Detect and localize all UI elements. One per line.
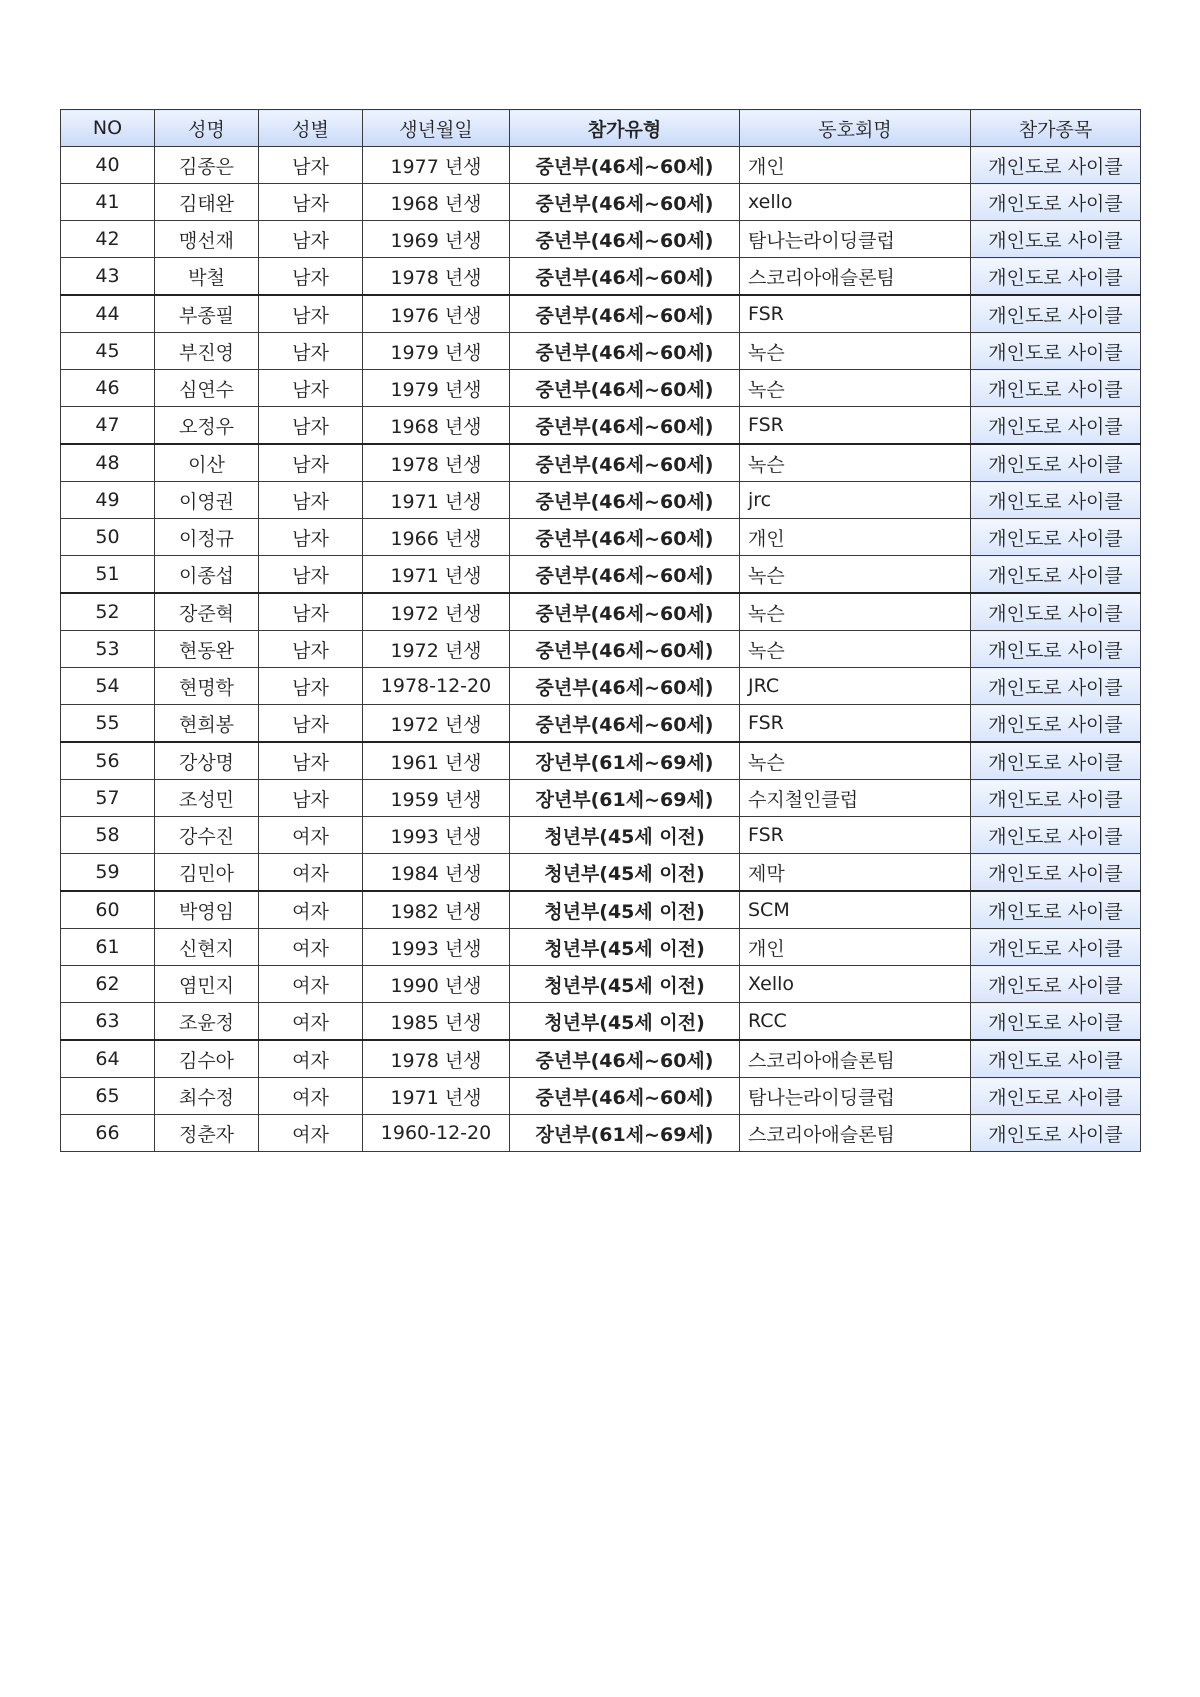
cell-category: 청년부(45세 이전) bbox=[510, 929, 740, 966]
cell-club: FSR bbox=[740, 295, 971, 333]
cell-club: 스코리아애슬론팀 bbox=[740, 1040, 971, 1078]
cell-name: 이종섭 bbox=[155, 556, 259, 594]
cell-category: 장년부(61세~69세) bbox=[510, 780, 740, 817]
cell-category: 장년부(61세~69세) bbox=[510, 742, 740, 780]
cell-category: 중년부(46세~60세) bbox=[510, 333, 740, 370]
table-row bbox=[61, 1078, 1141, 1115]
cell-event: 개인도로 사이클 bbox=[971, 891, 1141, 929]
cell-event: 개인도로 사이클 bbox=[971, 929, 1141, 966]
table-row bbox=[61, 295, 1141, 333]
cell-club: 탐나는라이딩클럽 bbox=[740, 221, 971, 258]
cell-name: 이산 bbox=[155, 444, 259, 482]
cell-club: 수지철인클럽 bbox=[740, 780, 971, 817]
cell-name: 박영임 bbox=[155, 891, 259, 929]
cell-gender: 남자 bbox=[259, 482, 363, 519]
cell-gender: 남자 bbox=[259, 556, 363, 594]
cell-event: 개인도로 사이클 bbox=[971, 370, 1141, 407]
cell-birth: 1979 년생 bbox=[363, 333, 510, 370]
cell-no: 55 bbox=[61, 705, 155, 743]
table-row bbox=[61, 1115, 1141, 1152]
cell-club: 녹슨 bbox=[740, 742, 971, 780]
cell-name: 현희봉 bbox=[155, 705, 259, 743]
cell-event: 개인도로 사이클 bbox=[971, 258, 1141, 296]
cell-no: 42 bbox=[61, 221, 155, 258]
cell-name: 심연수 bbox=[155, 370, 259, 407]
cell-category: 중년부(46세~60세) bbox=[510, 147, 740, 184]
cell-club: FSR bbox=[740, 705, 971, 743]
header-club: 동호회명 bbox=[740, 110, 971, 147]
table-row bbox=[61, 817, 1141, 854]
cell-category: 청년부(45세 이전) bbox=[510, 854, 740, 892]
table-row bbox=[61, 221, 1141, 258]
cell-gender: 남자 bbox=[259, 333, 363, 370]
cell-no: 40 bbox=[61, 147, 155, 184]
cell-event: 개인도로 사이클 bbox=[971, 444, 1141, 482]
table-row bbox=[61, 705, 1141, 743]
cell-gender: 여자 bbox=[259, 854, 363, 892]
cell-event: 개인도로 사이클 bbox=[971, 519, 1141, 556]
cell-no: 56 bbox=[61, 742, 155, 780]
cell-gender: 여자 bbox=[259, 929, 363, 966]
cell-category: 청년부(45세 이전) bbox=[510, 891, 740, 929]
cell-gender: 남자 bbox=[259, 370, 363, 407]
table-row bbox=[61, 593, 1141, 631]
cell-event: 개인도로 사이클 bbox=[971, 1078, 1141, 1115]
cell-gender: 남자 bbox=[259, 780, 363, 817]
cell-no: 44 bbox=[61, 295, 155, 333]
table-body bbox=[61, 147, 1141, 1152]
cell-club: JRC bbox=[740, 668, 971, 705]
table-row bbox=[61, 631, 1141, 668]
cell-event: 개인도로 사이클 bbox=[971, 407, 1141, 445]
cell-birth: 1971 년생 bbox=[363, 1078, 510, 1115]
cell-name: 강수진 bbox=[155, 817, 259, 854]
cell-name: 부종필 bbox=[155, 295, 259, 333]
cell-birth: 1960-12-20 bbox=[363, 1115, 510, 1152]
table-row bbox=[61, 519, 1141, 556]
cell-name: 정춘자 bbox=[155, 1115, 259, 1152]
cell-event: 개인도로 사이클 bbox=[971, 817, 1141, 854]
cell-club: 개인 bbox=[740, 147, 971, 184]
cell-birth: 1971 년생 bbox=[363, 556, 510, 594]
cell-gender: 남자 bbox=[259, 519, 363, 556]
cell-club: jrc bbox=[740, 482, 971, 519]
cell-name: 이정규 bbox=[155, 519, 259, 556]
cell-birth: 1969 년생 bbox=[363, 221, 510, 258]
cell-no: 49 bbox=[61, 482, 155, 519]
cell-club: 제막 bbox=[740, 854, 971, 892]
cell-event: 개인도로 사이클 bbox=[971, 221, 1141, 258]
cell-no: 57 bbox=[61, 780, 155, 817]
header-name: 성명 bbox=[155, 110, 259, 147]
cell-no: 63 bbox=[61, 1003, 155, 1041]
cell-gender: 남자 bbox=[259, 668, 363, 705]
cell-event: 개인도로 사이클 bbox=[971, 1003, 1141, 1041]
cell-gender: 여자 bbox=[259, 1078, 363, 1115]
table-row bbox=[61, 1003, 1141, 1041]
cell-gender: 여자 bbox=[259, 1115, 363, 1152]
table-row bbox=[61, 444, 1141, 482]
cell-name: 최수정 bbox=[155, 1078, 259, 1115]
cell-event: 개인도로 사이클 bbox=[971, 780, 1141, 817]
table-row bbox=[61, 966, 1141, 1003]
cell-club: 녹슨 bbox=[740, 370, 971, 407]
header-row bbox=[61, 110, 1141, 147]
cell-club: FSR bbox=[740, 407, 971, 445]
header-category: 참가유형 bbox=[510, 110, 740, 147]
cell-no: 64 bbox=[61, 1040, 155, 1078]
cell-birth: 1971 년생 bbox=[363, 482, 510, 519]
cell-category: 중년부(46세~60세) bbox=[510, 1078, 740, 1115]
cell-category: 중년부(46세~60세) bbox=[510, 295, 740, 333]
cell-event: 개인도로 사이클 bbox=[971, 593, 1141, 631]
cell-club: 녹슨 bbox=[740, 593, 971, 631]
cell-no: 58 bbox=[61, 817, 155, 854]
table-row bbox=[61, 482, 1141, 519]
table-row bbox=[61, 407, 1141, 445]
header-gender: 성별 bbox=[259, 110, 363, 147]
cell-gender: 남자 bbox=[259, 593, 363, 631]
cell-category: 중년부(46세~60세) bbox=[510, 184, 740, 221]
cell-name: 현동완 bbox=[155, 631, 259, 668]
table-row bbox=[61, 258, 1141, 296]
cell-name: 조성민 bbox=[155, 780, 259, 817]
cell-birth: 1961 년생 bbox=[363, 742, 510, 780]
cell-category: 중년부(46세~60세) bbox=[510, 482, 740, 519]
cell-birth: 1993 년생 bbox=[363, 929, 510, 966]
cell-name: 박철 bbox=[155, 258, 259, 296]
cell-club: 개인 bbox=[740, 519, 971, 556]
cell-no: 43 bbox=[61, 258, 155, 296]
table-row bbox=[61, 1040, 1141, 1078]
cell-gender: 여자 bbox=[259, 1040, 363, 1078]
cell-club: 탐나는라이딩클럽 bbox=[740, 1078, 971, 1115]
cell-birth: 1976 년생 bbox=[363, 295, 510, 333]
cell-gender: 여자 bbox=[259, 966, 363, 1003]
cell-no: 45 bbox=[61, 333, 155, 370]
table-row bbox=[61, 854, 1141, 892]
header-birth: 생년월일 bbox=[363, 110, 510, 147]
header-no: NO bbox=[61, 110, 155, 147]
cell-category: 중년부(46세~60세) bbox=[510, 1040, 740, 1078]
table-row bbox=[61, 668, 1141, 705]
cell-event: 개인도로 사이클 bbox=[971, 147, 1141, 184]
cell-event: 개인도로 사이클 bbox=[971, 631, 1141, 668]
cell-event: 개인도로 사이클 bbox=[971, 1040, 1141, 1078]
cell-birth: 1966 년생 bbox=[363, 519, 510, 556]
cell-no: 54 bbox=[61, 668, 155, 705]
cell-gender: 남자 bbox=[259, 631, 363, 668]
cell-event: 개인도로 사이클 bbox=[971, 333, 1141, 370]
cell-birth: 1978 년생 bbox=[363, 1040, 510, 1078]
cell-birth: 1990 년생 bbox=[363, 966, 510, 1003]
table-row bbox=[61, 556, 1141, 594]
cell-birth: 1972 년생 bbox=[363, 705, 510, 743]
cell-category: 청년부(45세 이전) bbox=[510, 1003, 740, 1041]
cell-name: 강상명 bbox=[155, 742, 259, 780]
cell-no: 41 bbox=[61, 184, 155, 221]
cell-club: 녹슨 bbox=[740, 333, 971, 370]
cell-birth: 1978-12-20 bbox=[363, 668, 510, 705]
cell-birth: 1959 년생 bbox=[363, 780, 510, 817]
cell-no: 50 bbox=[61, 519, 155, 556]
cell-club: 개인 bbox=[740, 929, 971, 966]
cell-no: 48 bbox=[61, 444, 155, 482]
header-event: 참가종목 bbox=[971, 110, 1141, 147]
cell-name: 조윤정 bbox=[155, 1003, 259, 1041]
cell-category: 중년부(46세~60세) bbox=[510, 556, 740, 594]
cell-birth: 1978 년생 bbox=[363, 258, 510, 296]
cell-category: 중년부(46세~60세) bbox=[510, 444, 740, 482]
cell-name: 현명학 bbox=[155, 668, 259, 705]
cell-birth: 1972 년생 bbox=[363, 593, 510, 631]
cell-name: 이영권 bbox=[155, 482, 259, 519]
cell-no: 61 bbox=[61, 929, 155, 966]
cell-name: 신현지 bbox=[155, 929, 259, 966]
cell-no: 53 bbox=[61, 631, 155, 668]
table-row bbox=[61, 184, 1141, 221]
cell-gender: 남자 bbox=[259, 407, 363, 445]
table-row bbox=[61, 929, 1141, 966]
table-header bbox=[61, 110, 1141, 147]
cell-club: 스코리아애슬론팀 bbox=[740, 258, 971, 296]
cell-club: SCM bbox=[740, 891, 971, 929]
table-row bbox=[61, 147, 1141, 184]
cell-event: 개인도로 사이클 bbox=[971, 742, 1141, 780]
cell-event: 개인도로 사이클 bbox=[971, 482, 1141, 519]
cell-category: 청년부(45세 이전) bbox=[510, 966, 740, 1003]
cell-category: 중년부(46세~60세) bbox=[510, 705, 740, 743]
cell-birth: 1985 년생 bbox=[363, 1003, 510, 1041]
cell-no: 66 bbox=[61, 1115, 155, 1152]
cell-category: 중년부(46세~60세) bbox=[510, 221, 740, 258]
cell-birth: 1968 년생 bbox=[363, 407, 510, 445]
cell-gender: 남자 bbox=[259, 444, 363, 482]
cell-birth: 1979 년생 bbox=[363, 370, 510, 407]
cell-event: 개인도로 사이클 bbox=[971, 705, 1141, 743]
cell-club: 녹슨 bbox=[740, 444, 971, 482]
cell-name: 부진영 bbox=[155, 333, 259, 370]
cell-no: 46 bbox=[61, 370, 155, 407]
cell-gender: 남자 bbox=[259, 184, 363, 221]
table-row bbox=[61, 780, 1141, 817]
cell-birth: 1968 년생 bbox=[363, 184, 510, 221]
cell-name: 김수아 bbox=[155, 1040, 259, 1078]
cell-gender: 여자 bbox=[259, 891, 363, 929]
cell-birth: 1978 년생 bbox=[363, 444, 510, 482]
participant-table bbox=[60, 109, 1141, 1152]
cell-name: 김민아 bbox=[155, 854, 259, 892]
cell-category: 중년부(46세~60세) bbox=[510, 519, 740, 556]
cell-birth: 1972 년생 bbox=[363, 631, 510, 668]
cell-gender: 남자 bbox=[259, 742, 363, 780]
cell-club: 녹슨 bbox=[740, 631, 971, 668]
cell-gender: 남자 bbox=[259, 147, 363, 184]
cell-gender: 여자 bbox=[259, 817, 363, 854]
cell-no: 47 bbox=[61, 407, 155, 445]
cell-category: 중년부(46세~60세) bbox=[510, 668, 740, 705]
cell-event: 개인도로 사이클 bbox=[971, 556, 1141, 594]
cell-gender: 남자 bbox=[259, 295, 363, 333]
cell-club: RCC bbox=[740, 1003, 971, 1041]
cell-category: 중년부(46세~60세) bbox=[510, 258, 740, 296]
cell-club: 스코리아애슬론팀 bbox=[740, 1115, 971, 1152]
cell-event: 개인도로 사이클 bbox=[971, 668, 1141, 705]
cell-event: 개인도로 사이클 bbox=[971, 966, 1141, 1003]
cell-no: 62 bbox=[61, 966, 155, 1003]
cell-no: 60 bbox=[61, 891, 155, 929]
table-row bbox=[61, 891, 1141, 929]
cell-name: 맹선재 bbox=[155, 221, 259, 258]
cell-event: 개인도로 사이클 bbox=[971, 295, 1141, 333]
cell-event: 개인도로 사이클 bbox=[971, 854, 1141, 892]
cell-name: 김종은 bbox=[155, 147, 259, 184]
cell-no: 65 bbox=[61, 1078, 155, 1115]
cell-event: 개인도로 사이클 bbox=[971, 1115, 1141, 1152]
cell-birth: 1977 년생 bbox=[363, 147, 510, 184]
cell-club: FSR bbox=[740, 817, 971, 854]
cell-birth: 1984 년생 bbox=[363, 854, 510, 892]
cell-gender: 남자 bbox=[259, 221, 363, 258]
cell-birth: 1993 년생 bbox=[363, 817, 510, 854]
cell-gender: 남자 bbox=[259, 705, 363, 743]
table-row bbox=[61, 742, 1141, 780]
table-row bbox=[61, 333, 1141, 370]
cell-category: 중년부(46세~60세) bbox=[510, 631, 740, 668]
cell-category: 중년부(46세~60세) bbox=[510, 370, 740, 407]
cell-no: 52 bbox=[61, 593, 155, 631]
cell-category: 중년부(46세~60세) bbox=[510, 593, 740, 631]
cell-name: 염민지 bbox=[155, 966, 259, 1003]
cell-category: 장년부(61세~69세) bbox=[510, 1115, 740, 1152]
cell-club: xello bbox=[740, 184, 971, 221]
cell-club: 녹슨 bbox=[740, 556, 971, 594]
cell-name: 장준혁 bbox=[155, 593, 259, 631]
cell-club: Xello bbox=[740, 966, 971, 1003]
cell-name: 오정우 bbox=[155, 407, 259, 445]
cell-event: 개인도로 사이클 bbox=[971, 184, 1141, 221]
cell-category: 중년부(46세~60세) bbox=[510, 407, 740, 445]
cell-birth: 1982 년생 bbox=[363, 891, 510, 929]
cell-gender: 남자 bbox=[259, 258, 363, 296]
cell-no: 59 bbox=[61, 854, 155, 892]
table-row bbox=[61, 370, 1141, 407]
cell-category: 청년부(45세 이전) bbox=[510, 817, 740, 854]
cell-no: 51 bbox=[61, 556, 155, 594]
cell-gender: 여자 bbox=[259, 1003, 363, 1041]
cell-name: 김태완 bbox=[155, 184, 259, 221]
